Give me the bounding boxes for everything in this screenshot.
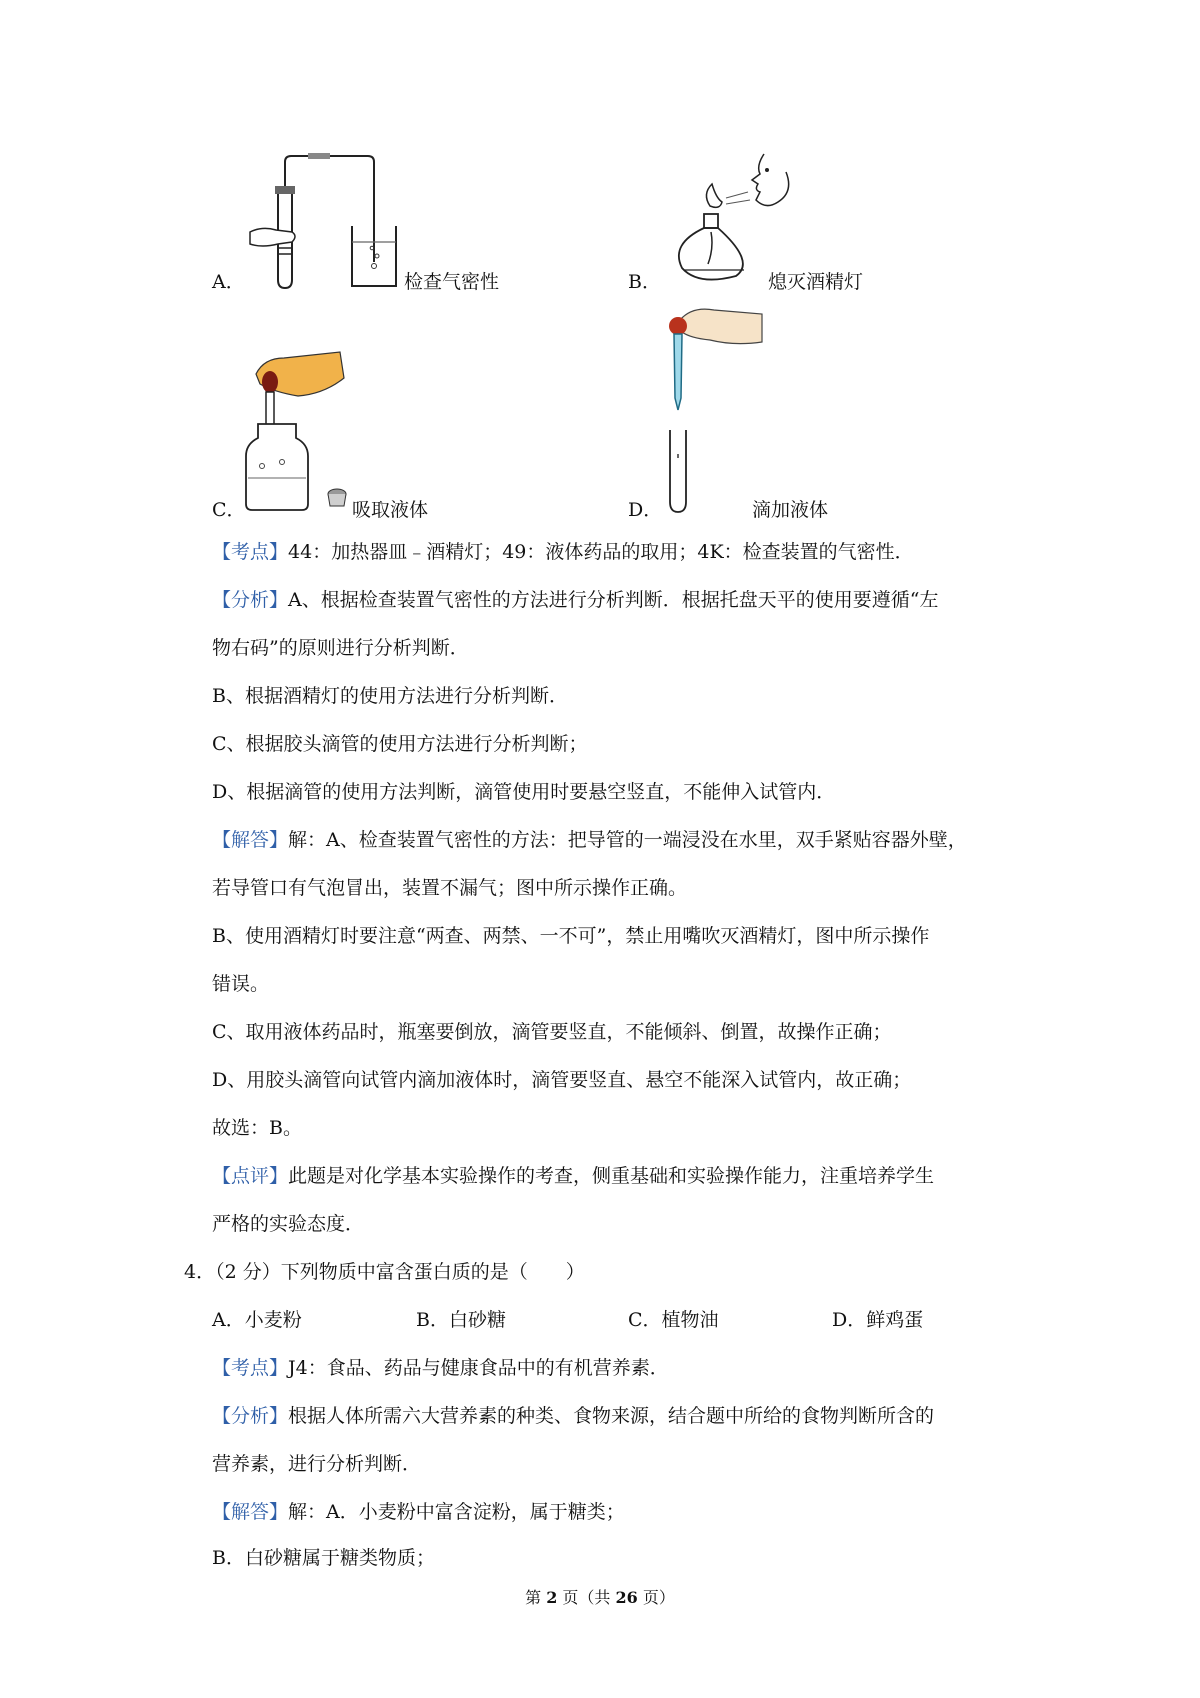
option-b-letter: B．: [628, 271, 661, 293]
option-a-caption: 检查气密性: [404, 271, 500, 293]
footer-total-pages: 26: [615, 1588, 638, 1607]
fenxi-tag: 【分析】: [212, 589, 289, 611]
kaodian-text: 44：加热器皿﹣酒精灯；49：液体药品的取用；4K：检查装置的气密性．: [288, 541, 914, 563]
fenxi-c: C、根据胶头滴管的使用方法进行分析判断；: [212, 733, 588, 755]
jieda-b2: 错误。: [212, 973, 270, 995]
q4-jieda-text: 解：A．小麦粉中富含淀粉，属于糖类；: [288, 1501, 625, 1523]
jieda-line2: 若导管口有气泡冒出，装置不漏气；图中所示操作正确。: [212, 877, 688, 899]
bottle-stopper-icon: [324, 488, 350, 510]
q3-fenxi: [212, 588, 938, 612]
footer-post: 页）: [637, 1588, 675, 1607]
guxuan: 故选：B。: [212, 1117, 302, 1139]
fenxi-line1: A、根据检查装置气密性的方法进行分析判断．根据托盘天平的使用要遵循“左: [288, 589, 939, 611]
q3-jieda: [212, 828, 967, 852]
q3-dianping: [212, 1164, 934, 1188]
option-b-caption: 熄灭酒精灯: [768, 271, 864, 293]
add-liquid-dropwise-figure: [664, 306, 764, 518]
option-a-letter: A．: [212, 271, 245, 293]
q4-kaodian: [212, 1356, 669, 1380]
q3-kaodian: [212, 540, 914, 564]
q4-jieda-b: B．白砂糖属于糖类物质；: [212, 1547, 435, 1569]
q4-kaodian-tag: 【考点】: [212, 1357, 289, 1379]
option-c-letter: C．: [212, 499, 246, 521]
jieda-c: C、取用液体药品时，瓶塞要倒放，滴管要竖直，不能倾斜、倒置，故操作正确；: [212, 1021, 892, 1043]
jieda-d: D、用胶头滴管向试管内滴加液体时，滴管要竖直、悬空不能深入试管内，故正确；: [212, 1069, 912, 1091]
q4-fenxi-line2: 营养素，进行分析判断．: [212, 1453, 422, 1475]
footer-page-number: 2: [546, 1588, 558, 1607]
q4-option-d: D．鲜鸡蛋: [832, 1309, 924, 1331]
dianping-line1: 此题是对化学基本实验操作的考查，侧重基础和实验操作能力，注重培养学生: [288, 1165, 935, 1187]
q4-stem: 4．（2 分）下列物质中富含蛋白质的是（ ）: [184, 1261, 585, 1283]
fenxi-d: D、根据滴管的使用方法判断，滴管使用时要悬空竖直，不能伸入试管内．: [212, 781, 836, 803]
q4-option-a: A．小麦粉: [212, 1309, 302, 1331]
fenxi-line2: 物右码”的原则进行分析判断．: [212, 637, 469, 659]
footer-mid: 页（共: [557, 1588, 616, 1607]
footer-pre: 第: [525, 1588, 547, 1607]
option-c-caption: 吸取液体: [352, 499, 429, 521]
q4-jieda-tag: 【解答】: [212, 1501, 289, 1523]
fenxi-b: B、根据酒精灯的使用方法进行分析判断．: [212, 685, 568, 707]
option-d-caption: 滴加液体: [752, 499, 829, 521]
q4-fenxi: [212, 1404, 934, 1428]
q4-kaodian-text: J4：食品、药品与健康食品中的有机营养素．: [288, 1357, 669, 1379]
page-footer: [0, 1588, 1200, 1608]
q4-option-b: B．白砂糖: [416, 1309, 506, 1331]
option-d-letter: D．: [628, 499, 663, 521]
q4-fenxi-tag: 【分析】: [212, 1405, 289, 1427]
jieda-tag: 【解答】: [212, 829, 289, 851]
kaodian-tag: 【考点】: [212, 541, 289, 563]
airtightness-check-figure: [248, 152, 408, 292]
q4-jieda: [212, 1500, 625, 1524]
q4-option-c: C．植物油: [628, 1309, 719, 1331]
dianping-line2: 严格的实验态度．: [212, 1213, 365, 1235]
q4-fenxi-line1: 根据人体所需六大营养素的种类、食物来源，结合题中所给的食物判断所含的: [288, 1405, 935, 1427]
jieda-b1: B、使用酒精灯时要注意“两查、两禁、一不可”，禁止用嘴吹灭酒精灯，图中所示操作: [212, 925, 930, 947]
dianping-tag: 【点评】: [212, 1165, 289, 1187]
jieda-line1: 解：A、检查装置气密性的方法：把导管的一端浸没在水里，双手紧贴容器外壁，: [288, 829, 967, 851]
